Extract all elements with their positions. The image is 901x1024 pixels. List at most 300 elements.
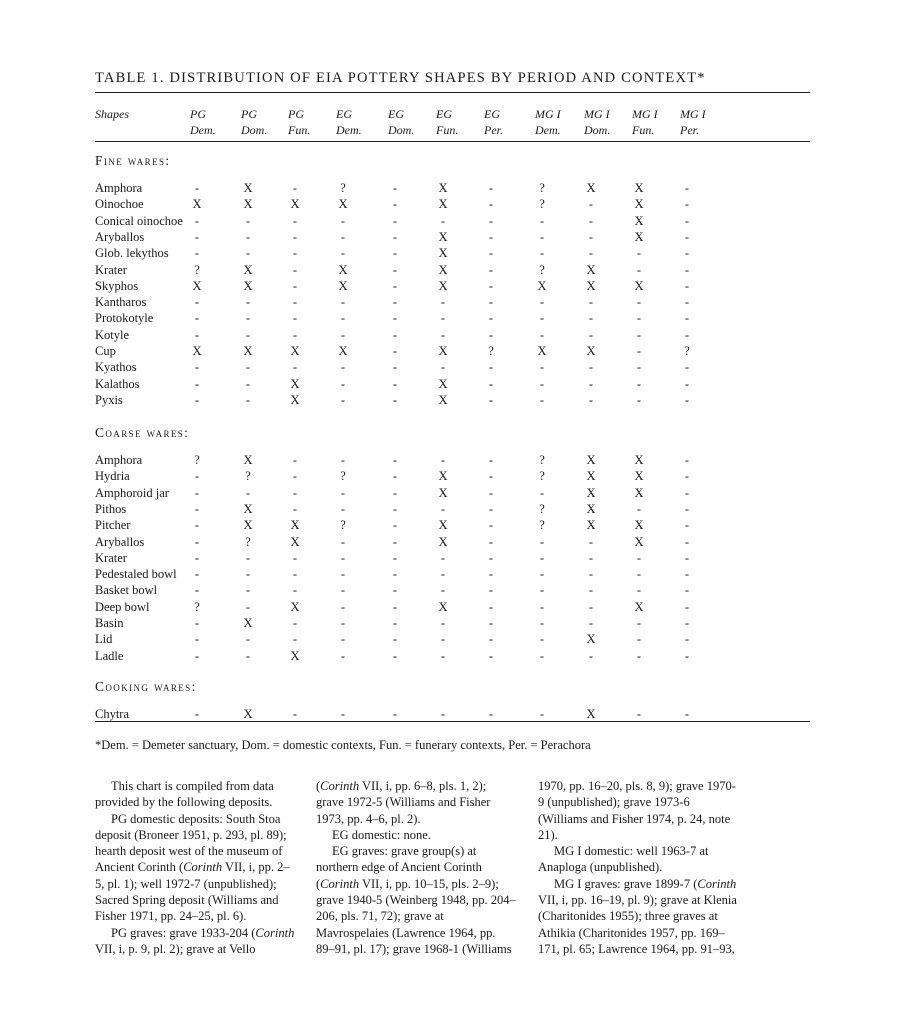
italic-title: Corinth [255, 925, 295, 940]
column-header-context: Fun. [632, 123, 655, 137]
table-cell: - [588, 311, 594, 326]
table-row [95, 706, 810, 722]
shape-name: Kotyle [95, 327, 130, 342]
table-cell: - [392, 616, 398, 630]
table-cell: - [684, 278, 690, 293]
shape-name: Aryballos [95, 534, 145, 549]
table-cell: - [194, 518, 200, 533]
table-cell: - [636, 360, 642, 375]
table-row [95, 392, 810, 408]
table-cell: X [338, 344, 348, 358]
table-cell: - [684, 501, 690, 516]
table-cell: - [245, 583, 251, 598]
table-cell: - [684, 181, 690, 195]
table-cell: - [245, 485, 251, 500]
table-cell: - [392, 469, 398, 484]
table-cell: - [194, 632, 200, 647]
table-cell: - [245, 246, 251, 261]
table-cell: - [684, 469, 690, 484]
table-cell: - [392, 453, 398, 467]
table-cell: - [684, 392, 690, 407]
column-header-period: EG [336, 107, 352, 121]
column-header [535, 106, 561, 138]
column-header-context: Fun. [288, 123, 311, 137]
table-row [95, 615, 810, 631]
table-cell: - [684, 599, 690, 614]
text-span: VII, i, pp. 16–19, pl. 9); grave at Klenia (Charitonides 1955); three graves at Athikia (Charitonides 1957, pp. 169–171, pl. 65; Lawrence 1964, pp. 91–93, [538, 893, 737, 956]
table-cell: - [292, 707, 298, 721]
table-cell: - [684, 229, 690, 244]
table-cell: X [438, 246, 448, 261]
table-cell: X [586, 262, 596, 277]
shape-name: Conical oinochoe [95, 213, 183, 228]
table-cell: X [634, 213, 644, 228]
table-cell: - [636, 550, 642, 565]
table-cell: - [340, 707, 346, 721]
table-cell: - [588, 376, 594, 391]
table-cell: - [684, 632, 690, 647]
table-cell: - [292, 616, 298, 630]
table-row [95, 245, 810, 261]
table-row [95, 196, 810, 212]
table-cell: X [586, 344, 596, 358]
table-cell: X [586, 469, 596, 484]
table-cell: - [588, 534, 594, 549]
table-cell: X [243, 501, 253, 516]
table-cell: - [636, 583, 642, 598]
column-header-context: Dem. [535, 123, 561, 137]
table-cell: - [539, 485, 545, 500]
table-cell: - [488, 534, 494, 549]
table-cell: X [438, 278, 448, 293]
table-row [95, 517, 810, 533]
table-cell: X [438, 469, 448, 484]
table-cell: - [684, 485, 690, 500]
table-cell: - [588, 616, 594, 630]
table-cell: - [684, 518, 690, 533]
table-cell: - [588, 327, 594, 342]
shape-name: Amphora [95, 453, 143, 467]
table-cell: X [586, 485, 596, 500]
column-header [190, 106, 216, 138]
table-cell: - [392, 518, 398, 533]
table-cell: - [194, 327, 200, 342]
table-cell: - [488, 648, 494, 663]
table-cell: - [539, 567, 545, 582]
table-cell: - [636, 327, 642, 342]
table-cell: - [392, 181, 398, 195]
table-cell: - [194, 534, 200, 549]
text-span: VII, i, p. 9, pl. 2); grave at Vello [95, 941, 256, 956]
table-cell: X [586, 518, 596, 533]
table-row [95, 501, 810, 517]
table-cell: ? [539, 469, 545, 484]
table-cell: - [194, 469, 200, 484]
paragraph: MG I domestic: well 1963-7 at Anaploga (unpublished). [538, 844, 709, 875]
table-cell: ? [488, 344, 494, 358]
table-cell: - [636, 262, 642, 277]
table-row [95, 327, 810, 343]
table-cell: - [245, 229, 251, 244]
table-cell: - [194, 392, 200, 407]
table-cell: - [440, 453, 446, 467]
text-span: VII, i, pp. 2–5, pl. 1); well 1972-7 (unpublished); Sacred Spring deposit (Williams and Fisher 1971, pp. 24–25, pl. 6). [95, 860, 290, 924]
table-cell: - [392, 376, 398, 391]
table-cell: - [340, 550, 346, 565]
table-cell: - [292, 311, 298, 326]
table-cell: - [684, 376, 690, 391]
table-cell: ? [539, 453, 545, 467]
table-cell: - [588, 648, 594, 663]
table-row [95, 262, 810, 278]
table-cell: - [392, 311, 398, 326]
table-cell: X [634, 229, 644, 244]
table-cell: X [290, 518, 300, 533]
text-span: PG graves: grave 1933-204 ( [111, 925, 256, 940]
table-row [95, 310, 810, 326]
table-cell: - [636, 501, 642, 516]
table-cell: - [392, 567, 398, 582]
table-cell: - [684, 295, 690, 310]
table-cell: - [194, 550, 200, 565]
table-cell: - [636, 295, 642, 310]
italic-title: Corinth [697, 876, 737, 891]
table-cell: - [488, 599, 494, 614]
table-cell: - [588, 360, 594, 375]
text-column-2 [316, 778, 516, 957]
table-cell: - [392, 295, 398, 310]
table-cell: X [438, 181, 448, 195]
table-cell: - [440, 583, 446, 598]
text-span: VII, i, pp. 10–15, pls. 2–9); grave 1940-5 (Weinberg 1948, pp. 204–206, pls. 71, 72); grave at Mavrospelaies (Lawrence 1964, pp. 89–91, pl. 17); grave 1968-1 (Williams [316, 876, 516, 956]
table-cell: X [586, 501, 596, 516]
table-cell: - [440, 311, 446, 326]
table-cell: - [539, 648, 545, 663]
table-cell: X [243, 518, 253, 533]
table-cell: - [292, 181, 298, 195]
column-header-period: EG [388, 107, 404, 121]
table-cell: - [684, 583, 690, 598]
table-cell: ? [340, 518, 346, 533]
table-cell: - [488, 262, 494, 277]
table-cell: - [539, 376, 545, 391]
table-cell: - [292, 213, 298, 228]
table-cell: X [243, 707, 253, 721]
table-cell: - [392, 197, 398, 212]
shape-name: Kyathos [95, 360, 137, 375]
italic-title: Corinth [183, 860, 223, 875]
table-row [95, 468, 810, 484]
shape-name: Basin [95, 616, 124, 630]
column-header-period: MG I [535, 107, 561, 121]
paragraph: 1970, pp. 16–20, pls. 8, 9); grave 1970-9 (unpublished); grave 1973-6 (Williams and Fisher 1974, p. 24, note 21). [538, 779, 736, 842]
column-header [436, 106, 458, 138]
table-cell: - [340, 599, 346, 614]
table-cell: ? [684, 344, 690, 358]
shape-name: Aryballos [95, 229, 145, 244]
table-cell: X [634, 181, 644, 195]
table-cell: - [684, 327, 690, 342]
table-cell: - [684, 550, 690, 565]
table-cell: X [338, 278, 348, 293]
table-cell: - [194, 360, 200, 375]
table-row [95, 582, 810, 598]
table-cell: X [634, 518, 644, 533]
table-cell: - [440, 213, 446, 228]
table-cell: - [488, 501, 494, 516]
column-header-context: Dom. [584, 123, 611, 137]
table-cell: - [392, 648, 398, 663]
table-cell: - [340, 453, 346, 467]
table-cell: X [586, 707, 596, 721]
column-header-context: Per. [484, 123, 503, 137]
table-cell: - [440, 632, 446, 647]
text-span: ( [316, 779, 321, 793]
table-cell: - [539, 229, 545, 244]
shape-name: Pedestaled bowl [95, 567, 177, 582]
table-cell: - [488, 327, 494, 342]
top-rule [95, 92, 810, 93]
table-cell: - [539, 599, 545, 614]
table-cell: - [340, 376, 346, 391]
table-cell: X [438, 534, 448, 549]
table-cell: X [290, 648, 300, 663]
table-cell: - [539, 295, 545, 310]
table-cell: - [340, 327, 346, 342]
table-cell: - [488, 485, 494, 500]
table-cell: X [338, 197, 348, 212]
table-cell: - [539, 327, 545, 342]
table-cell: - [340, 360, 346, 375]
table-cell: X [634, 278, 644, 293]
table-cell: - [292, 262, 298, 277]
table-cell: - [194, 648, 200, 663]
table-cell: - [340, 213, 346, 228]
table-cell: - [488, 213, 494, 228]
shape-name: Basket bowl [95, 583, 158, 598]
table-cell: - [194, 246, 200, 261]
table-cell: X [438, 262, 448, 277]
table-cell: - [684, 534, 690, 549]
table-cell: - [392, 344, 398, 358]
table-cell: - [292, 632, 298, 647]
table-cell: - [292, 295, 298, 310]
table-cell: - [245, 213, 251, 228]
table-cell: X [243, 262, 253, 277]
table-cell: - [292, 583, 298, 598]
table-cell: X [438, 344, 448, 358]
table-cell: - [684, 262, 690, 277]
table-cell: ? [340, 469, 346, 484]
table-cell: - [245, 632, 251, 647]
table-cell: - [488, 311, 494, 326]
column-header-context: Dom. [241, 123, 268, 137]
table-cell: - [392, 392, 398, 407]
table-cell: - [636, 616, 642, 630]
table-cell: X [438, 376, 448, 391]
table-cell: X [192, 197, 202, 212]
table-cell: - [684, 453, 690, 467]
table-cell: - [392, 360, 398, 375]
paragraph [538, 876, 738, 957]
table-cell: - [392, 632, 398, 647]
text-span: EG graves: grave group(s) at northern edge of Ancient Corinth ( [316, 844, 482, 891]
table-cell: - [539, 213, 545, 228]
table-cell: - [392, 707, 398, 721]
column-header [288, 106, 310, 138]
paragraph [316, 778, 516, 827]
table-cell: - [245, 392, 251, 407]
table-cell: - [340, 501, 346, 516]
table-cell: - [636, 311, 642, 326]
paragraph: This chart is compiled from data provided by the following deposits. [95, 779, 274, 810]
table-cell: - [636, 632, 642, 647]
column-header-context: Dem. [336, 123, 362, 137]
table-cell: X [537, 278, 547, 293]
table-cell: - [636, 392, 642, 407]
table-cell: X [438, 485, 448, 500]
bottom-rule [95, 721, 810, 722]
table-cell: X [192, 278, 202, 293]
table-cell: - [292, 360, 298, 375]
table-row [95, 550, 810, 566]
table-cell: - [392, 246, 398, 261]
shape-name: Skyphos [95, 278, 139, 293]
table-cell: ? [539, 501, 545, 516]
table-cell: - [340, 616, 346, 630]
table-cell: - [488, 518, 494, 533]
table-cell: - [539, 632, 545, 647]
column-header [680, 106, 706, 138]
table-cell: - [245, 311, 251, 326]
table-cell: - [392, 213, 398, 228]
column-header-period: MG I [680, 107, 706, 121]
table-cell: ? [340, 181, 346, 195]
shape-name: Chytra [95, 707, 130, 721]
table-cell: - [194, 616, 200, 630]
table-cell: - [684, 213, 690, 228]
table-cell: ? [539, 518, 545, 533]
table-cell: - [340, 311, 346, 326]
table-cell: - [194, 295, 200, 310]
table-cell: - [488, 453, 494, 467]
table-cell: - [488, 583, 494, 598]
table-cell: - [245, 567, 251, 582]
table-cell: - [292, 278, 298, 293]
table-cell: - [245, 550, 251, 565]
shape-name: Krater [95, 262, 127, 277]
header-rule [95, 141, 810, 142]
table-cell: X [243, 453, 253, 467]
table-cell: - [392, 534, 398, 549]
table-cell: - [488, 392, 494, 407]
table-row [95, 180, 810, 196]
table-cell: X [634, 534, 644, 549]
column-header-period: PG [288, 107, 304, 121]
table-cell: X [290, 197, 300, 212]
table-cell: - [340, 648, 346, 663]
table-cell: - [488, 707, 494, 721]
table-cell: - [392, 278, 398, 293]
table-cell: - [684, 648, 690, 663]
table-cell: - [392, 262, 398, 277]
table-cell: - [440, 360, 446, 375]
table-title: TABLE 1. DISTRIBUTION OF EIA POTTERY SHAPES BY PERIOD AND CONTEXT* [95, 70, 706, 86]
table-cell: X [290, 344, 300, 358]
table-cell: - [488, 295, 494, 310]
table-cell: - [292, 327, 298, 342]
table-cell: - [488, 616, 494, 630]
table-cell: - [292, 246, 298, 261]
table-cell: - [636, 376, 642, 391]
shape-name: Amphoroid jar [95, 485, 169, 500]
table-cell: - [245, 599, 251, 614]
table-cell: X [243, 278, 253, 293]
table-cell: - [488, 469, 494, 484]
table-row [95, 278, 810, 294]
table-cell: - [440, 567, 446, 582]
table-cell: - [440, 501, 446, 516]
column-header-period: MG I [632, 107, 658, 121]
table-cell: - [488, 229, 494, 244]
column-header [584, 106, 610, 138]
paragraph [316, 843, 516, 957]
table-cell: - [684, 197, 690, 212]
column-header-period: MG I [584, 107, 610, 121]
shape-name: Pitcher [95, 518, 131, 533]
table-cell: - [340, 295, 346, 310]
table-cell: - [440, 550, 446, 565]
table-cell: - [684, 360, 690, 375]
shape-name: Protokotyle [95, 311, 154, 326]
table-cell: - [194, 229, 200, 244]
header-shapes: Shapes [95, 107, 129, 121]
table-row [95, 343, 810, 359]
table-cell: - [194, 311, 200, 326]
table-cell: - [292, 469, 298, 484]
table-cell: X [586, 181, 596, 195]
section-title: Cooking wares: [95, 679, 197, 694]
table-cell: - [245, 295, 251, 310]
table-cell: - [194, 181, 200, 195]
table-cell: X [290, 392, 300, 407]
column-header [241, 106, 267, 138]
table-cell: - [292, 453, 298, 467]
table-cell: - [340, 567, 346, 582]
shape-name: Cup [95, 344, 116, 358]
table-cell: X [290, 534, 300, 549]
table-row [95, 213, 810, 229]
table-row [95, 534, 810, 550]
table-cell: ? [539, 262, 545, 277]
table-cell: ? [245, 534, 251, 549]
table-cell: - [292, 485, 298, 500]
shape-name: Glob. lekythos [95, 246, 169, 261]
table-cell: ? [194, 453, 200, 467]
column-header-context: Fun. [436, 123, 459, 137]
italic-title: Corinth [320, 779, 360, 793]
table-row [95, 599, 810, 615]
table-row [95, 359, 810, 375]
column-header [388, 106, 414, 138]
column-header [336, 106, 362, 138]
table-cell: - [636, 344, 642, 358]
shape-name: Deep bowl [95, 599, 150, 614]
table-cell: ? [194, 262, 200, 277]
table-row [95, 566, 810, 582]
text-column-1 [95, 778, 295, 957]
section-title: Fine wares: [95, 153, 171, 168]
